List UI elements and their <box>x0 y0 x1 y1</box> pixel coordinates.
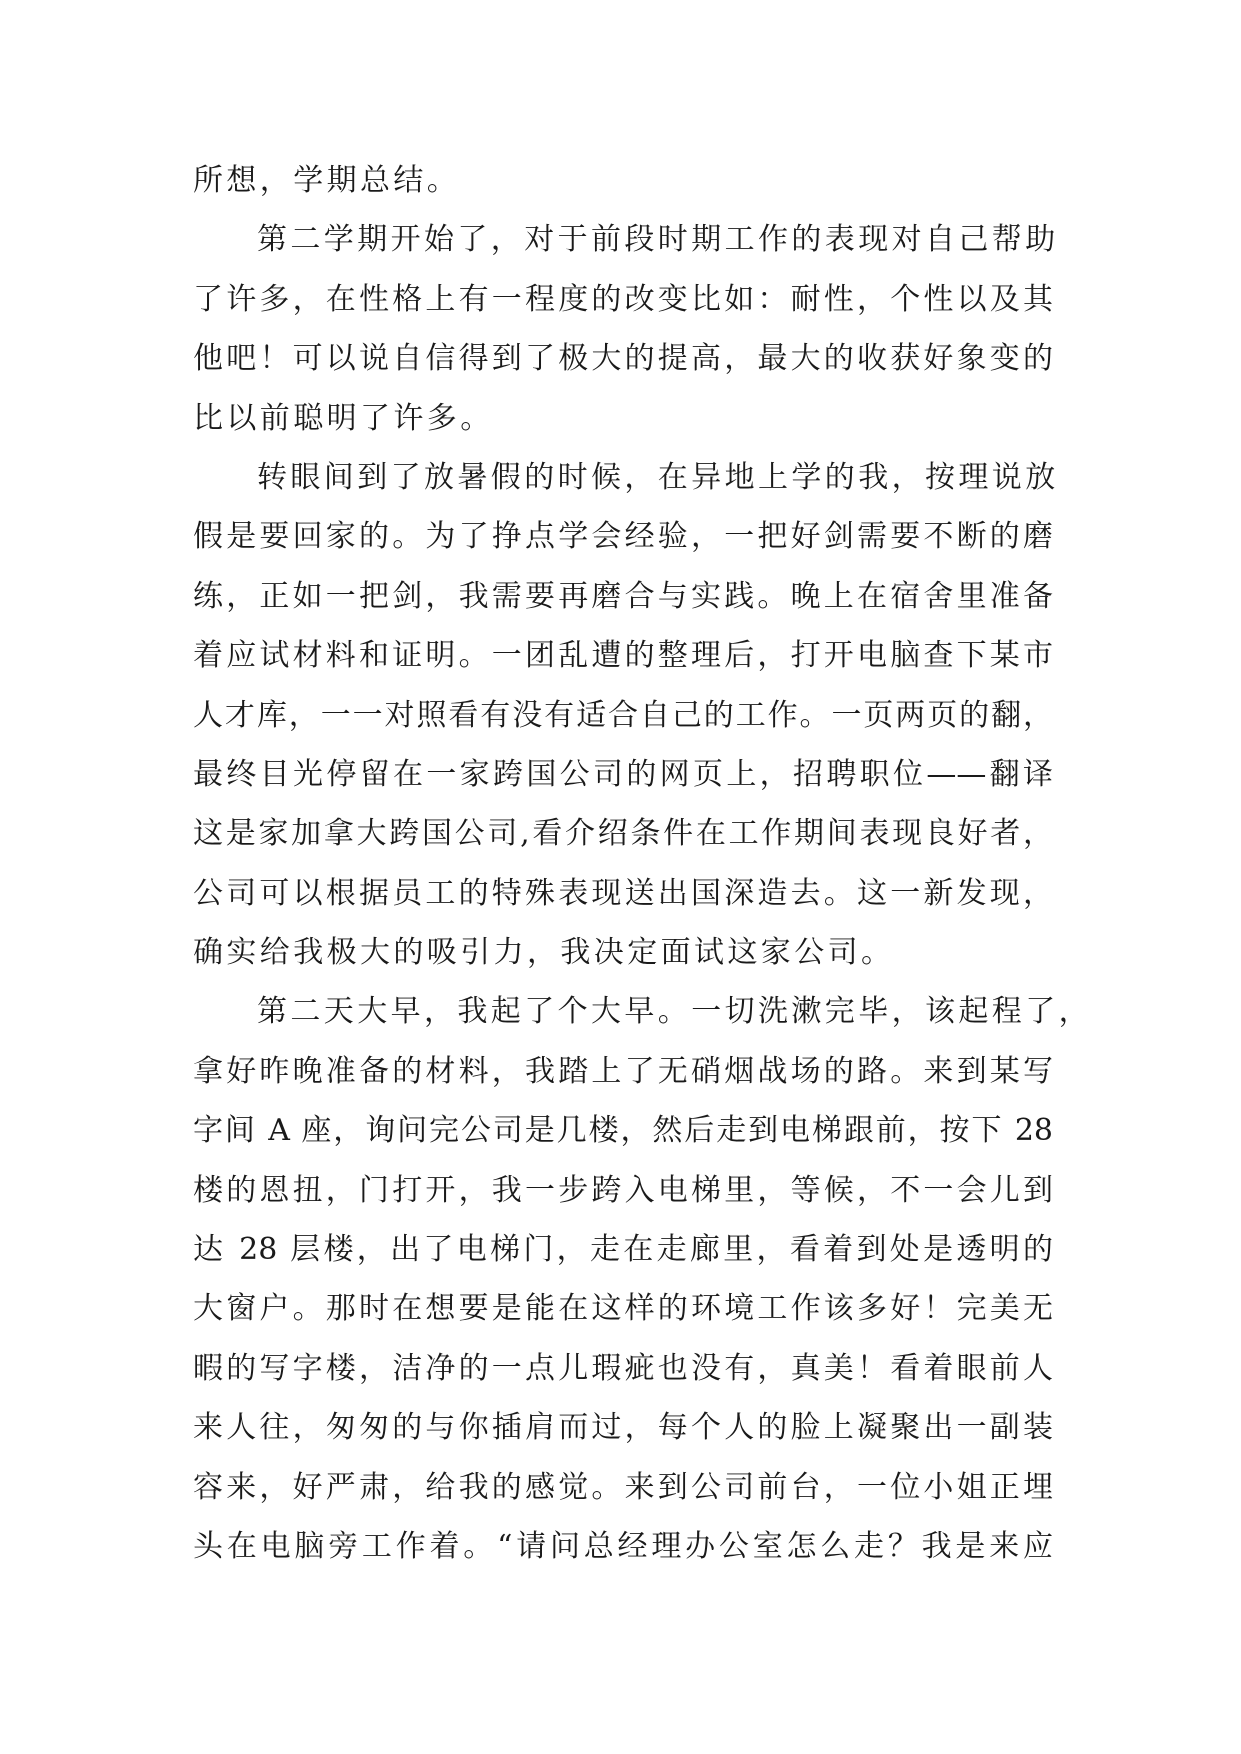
text-line: 楼的恩扭，门打开，我一步跨入电梯里，等候，不一会儿到 <box>193 1172 1053 1208</box>
body-text <box>193 160 1092 1585</box>
text-line: 大窗户。那时在想要是能在这样的环境工作该多好！完美无 <box>193 1291 1053 1327</box>
text-line: 比以前聪明了许多。 <box>193 400 494 436</box>
text-line: 暇的写字楼，洁净的一点儿瑕疵也没有，真美！看着眼前人 <box>193 1350 1053 1386</box>
text-line: 拿好昨晚准备的材料，我踏上了无硝烟战场的路。来到某写 <box>193 1053 1053 1089</box>
text-line: 最终目光停留在一家跨国公司的网页上，招聘职位——翻译 <box>193 756 1053 792</box>
text-line: 他吧！可以说自信得到了极大的提高，最大的收获好象变的 <box>193 341 1053 377</box>
text-line: 所想，学期总结。 <box>193 163 461 198</box>
text-line: 容来，好严肃，给我的感觉。来到公司前台，一位小姐正埋 <box>193 1469 1053 1505</box>
text-line: 头在电脑旁工作着。“请问总经理办公室怎么走？我是来应 <box>193 1528 1053 1564</box>
text-line: 来人往，匆匆的与你插肩而过，每个人的脸上凝聚出一副装 <box>193 1410 1053 1446</box>
text-line: 确实给我极大的吸引力，我决定面试这家公司。 <box>193 935 895 971</box>
text-line: 公司可以根据员工的特殊表现送出国深造去。这一新发现， <box>193 875 1053 911</box>
text-line: 字间 A 座，询问完公司是几楼，然后走到电梯跟前，按下 28 <box>193 1113 1053 1149</box>
paragraph-start-line: 第二天大早，我起了个大早。一切洗漱完毕，该起程了， <box>257 994 1092 1030</box>
text-line: 了许多，在性格上有一程度的改变比如：耐性，个性以及其 <box>193 281 1053 317</box>
paragraph-start-line: 第二学期开始了，对于前段时期工作的表现对自己帮助 <box>257 222 1059 258</box>
text-line: 这是家加拿大跨国公司,看介绍条件在工作期间表现良好者， <box>193 816 1053 852</box>
text-line: 练，正如一把剑，我需要再磨合与实践。晚上在宿舍里准备 <box>193 578 1053 614</box>
text-line: 人才库，一一对照看有没有适合自己的工作。一页两页的翻， <box>193 697 1053 733</box>
text-line: 假是要回家的。为了挣点学会经验，一把好剑需要不断的磨 <box>193 519 1053 555</box>
text-line: 达 28 层楼，出了电梯门，走在走廊里，看着到处是透明的 <box>193 1232 1053 1268</box>
text-line: 着应试材料和证明。一团乱遭的整理后，打开电脑查下某市 <box>193 638 1053 674</box>
paragraph-start-line: 转眼间到了放暑假的时候，在异地上学的我，按理说放 <box>257 459 1059 495</box>
